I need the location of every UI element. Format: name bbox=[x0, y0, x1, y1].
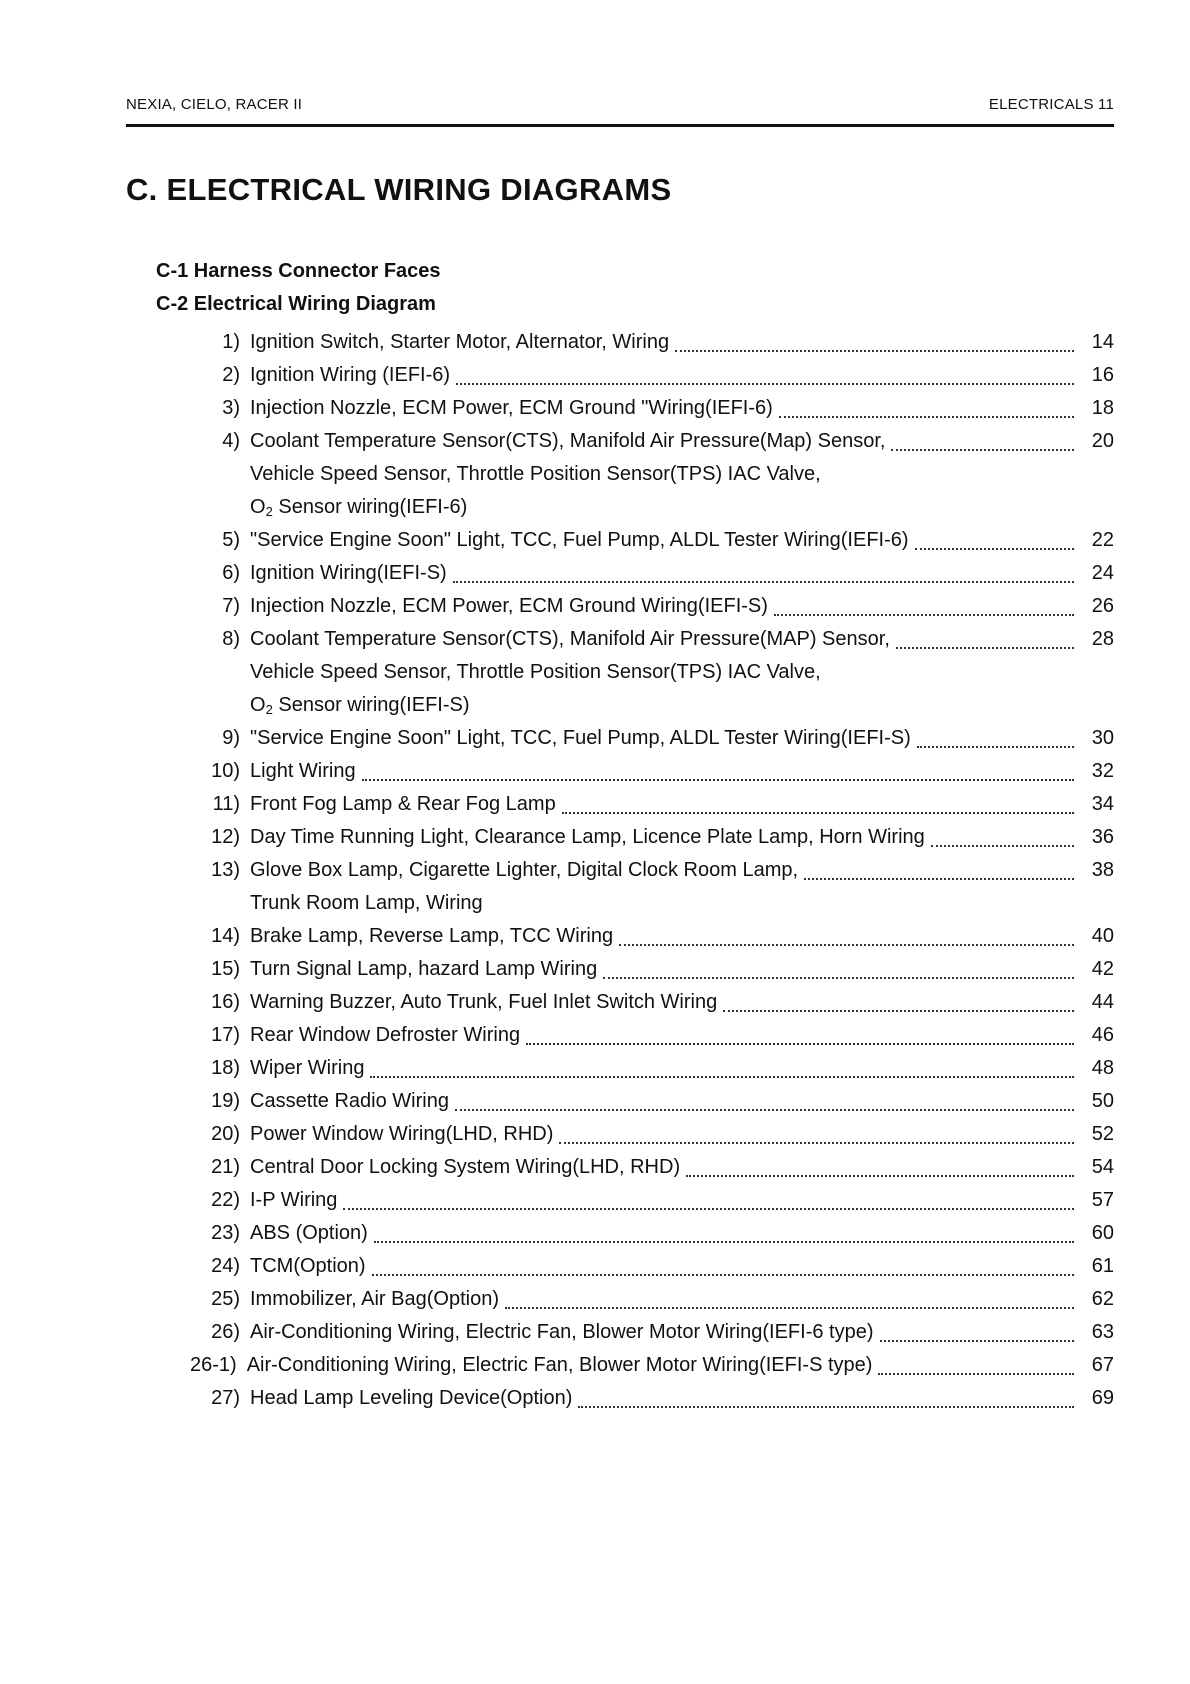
toc-page-number: 26 bbox=[1091, 595, 1114, 617]
table-of-contents bbox=[190, 326, 1114, 1415]
toc-line bbox=[190, 1184, 1114, 1217]
toc-entry bbox=[190, 524, 1114, 557]
toc-number: 7) bbox=[222, 595, 240, 617]
toc-line bbox=[190, 359, 1114, 392]
toc-page-number: 57 bbox=[1091, 1189, 1114, 1211]
toc-number: 19) bbox=[211, 1090, 240, 1112]
toc-page-number: 24 bbox=[1091, 562, 1114, 584]
toc-number: 2) bbox=[222, 364, 240, 386]
toc-title: Light Wiring bbox=[250, 760, 356, 782]
toc-title: Day Time Running Light, Clearance Lamp, Licence Plate Lamp, Horn Wiring bbox=[250, 826, 925, 848]
toc-page-number: 69 bbox=[1091, 1387, 1114, 1409]
toc-entry bbox=[190, 920, 1114, 953]
toc-entry bbox=[190, 1118, 1114, 1151]
toc-page-number: 54 bbox=[1091, 1156, 1114, 1178]
toc-line bbox=[190, 557, 1114, 590]
toc-entry bbox=[190, 1085, 1114, 1118]
toc-title: Head Lamp Leveling Device(Option) bbox=[250, 1387, 573, 1409]
toc-page-number: 20 bbox=[1091, 430, 1114, 452]
toc-entry bbox=[190, 1382, 1114, 1415]
toc-title: Air-Conditioning Wiring, Electric Fan, Blower Motor Wiring(IEFI-S type) bbox=[246, 1354, 873, 1376]
toc-entry bbox=[190, 986, 1114, 1019]
toc-title: Brake Lamp, Reverse Lamp, TCC Wiring bbox=[250, 925, 614, 947]
toc-title: ABS (Option) bbox=[250, 1222, 368, 1244]
toc-page-number: 50 bbox=[1091, 1090, 1114, 1112]
dot-leader bbox=[891, 449, 1074, 451]
dot-leader bbox=[374, 1241, 1074, 1243]
toc-page-number: 48 bbox=[1091, 1057, 1114, 1079]
toc-entry bbox=[190, 1250, 1114, 1283]
toc-number: 26-1) bbox=[190, 1354, 237, 1376]
toc-line bbox=[190, 1151, 1114, 1184]
toc-entry bbox=[190, 1349, 1114, 1382]
header-section-page: ELECTRICALS 11 bbox=[988, 96, 1114, 113]
toc-number: 16) bbox=[211, 991, 240, 1013]
toc-line bbox=[190, 1085, 1114, 1118]
toc-page-number: 62 bbox=[1091, 1288, 1114, 1310]
toc-title: Coolant Temperature Sensor(CTS), Manifold Air Pressure(MAP) Sensor, bbox=[250, 628, 890, 650]
header-vehicle-models: NEXIA, CIELO, RACER II bbox=[126, 96, 303, 113]
dot-leader bbox=[343, 1208, 1074, 1210]
toc-number: 9) bbox=[222, 727, 240, 749]
toc-page-number: 46 bbox=[1091, 1024, 1114, 1046]
toc-title: Injection Nozzle, ECM Power, ECM Ground "Wiring(IEFI-6) bbox=[250, 397, 773, 419]
toc-entry bbox=[190, 590, 1114, 623]
toc-entry bbox=[190, 326, 1114, 359]
toc-line bbox=[190, 1052, 1114, 1085]
toc-line bbox=[190, 821, 1114, 854]
dot-leader bbox=[456, 383, 1074, 385]
toc-number: 13) bbox=[211, 859, 240, 881]
toc-page-number: 44 bbox=[1091, 991, 1114, 1013]
toc-line bbox=[190, 524, 1114, 557]
toc-page-number: 42 bbox=[1091, 958, 1114, 980]
toc-entry bbox=[190, 755, 1114, 788]
toc-number: 26) bbox=[211, 1321, 240, 1343]
toc-entry bbox=[190, 953, 1114, 986]
toc-line bbox=[190, 788, 1114, 821]
dot-leader bbox=[526, 1043, 1074, 1045]
toc-title: I-P Wiring bbox=[250, 1189, 338, 1211]
toc-title-continuation: Vehicle Speed Sensor, Throttle Position Sensor(TPS) IAC Valve, bbox=[250, 463, 821, 485]
toc-page-number: 67 bbox=[1091, 1354, 1114, 1376]
toc-number: 22) bbox=[211, 1189, 240, 1211]
toc-number: 8) bbox=[222, 628, 240, 650]
toc-page-number: 63 bbox=[1091, 1321, 1114, 1343]
toc-line bbox=[190, 590, 1114, 623]
toc-number: 20) bbox=[211, 1123, 240, 1145]
toc-title: Immobilizer, Air Bag(Option) bbox=[250, 1288, 499, 1310]
dot-leader bbox=[917, 746, 1074, 748]
dot-leader bbox=[559, 1142, 1074, 1144]
toc-line bbox=[190, 1118, 1114, 1151]
dot-leader bbox=[774, 614, 1074, 616]
toc-title: Ignition Wiring (IEFI-6) bbox=[250, 364, 451, 386]
toc-title: Central Door Locking System Wiring(LHD, RHD) bbox=[250, 1156, 681, 1178]
running-header bbox=[126, 96, 1114, 116]
toc-page-number: 60 bbox=[1091, 1222, 1114, 1244]
toc-title-continuation bbox=[190, 689, 1114, 722]
toc-title: Ignition Switch, Starter Motor, Alternator, Wiring bbox=[250, 331, 670, 353]
toc-entry bbox=[190, 1019, 1114, 1052]
subsection-c1: C-1 Harness Connector Faces bbox=[156, 260, 441, 282]
toc-line bbox=[190, 392, 1114, 425]
toc-number: 14) bbox=[211, 925, 240, 947]
toc-title: Power Window Wiring(LHD, RHD) bbox=[250, 1123, 554, 1145]
dot-leader bbox=[562, 812, 1074, 814]
toc-entry bbox=[190, 1283, 1114, 1316]
toc-page-number: 14 bbox=[1091, 331, 1114, 353]
toc-line bbox=[190, 425, 1114, 458]
dot-leader bbox=[686, 1175, 1074, 1177]
toc-line bbox=[190, 623, 1114, 656]
toc-entry bbox=[190, 854, 1114, 920]
toc-page-number: 40 bbox=[1091, 925, 1114, 947]
dot-leader bbox=[878, 1373, 1074, 1375]
subscript-two: 2 bbox=[265, 504, 273, 519]
toc-number: 6) bbox=[222, 562, 240, 584]
dot-leader bbox=[505, 1307, 1074, 1309]
toc-entry bbox=[190, 623, 1114, 722]
toc-entry bbox=[190, 1151, 1114, 1184]
toc-title: Air-Conditioning Wiring, Electric Fan, Blower Motor Wiring(IEFI-6 type) bbox=[250, 1321, 874, 1343]
oxygen-symbol: O bbox=[250, 694, 266, 716]
subsection-c2: C-2 Electrical Wiring Diagram bbox=[156, 293, 436, 315]
toc-page-number: 32 bbox=[1091, 760, 1114, 782]
toc-title: Injection Nozzle, ECM Power, ECM Ground Wiring(IEFI-S) bbox=[250, 595, 768, 617]
dot-leader bbox=[723, 1010, 1074, 1012]
toc-title: "Service Engine Soon" Light, TCC, Fuel Pump, ALDL Tester Wiring(IEFI-6) bbox=[250, 529, 909, 551]
dot-leader bbox=[931, 845, 1074, 847]
dot-leader bbox=[453, 581, 1074, 583]
toc-page-number: 52 bbox=[1091, 1123, 1114, 1145]
toc-line bbox=[190, 722, 1114, 755]
toc-title: Ignition Wiring(IEFI-S) bbox=[250, 562, 447, 584]
dot-leader bbox=[896, 647, 1074, 649]
toc-title: "Service Engine Soon" Light, TCC, Fuel Pump, ALDL Tester Wiring(IEFI-S) bbox=[250, 727, 911, 749]
toc-number: 4) bbox=[222, 430, 240, 452]
dot-leader bbox=[915, 548, 1074, 550]
toc-page-number: 28 bbox=[1091, 628, 1114, 650]
toc-title: Cassette Radio Wiring bbox=[250, 1090, 449, 1112]
toc-entry bbox=[190, 1316, 1114, 1349]
toc-line bbox=[190, 1250, 1114, 1283]
toc-title-text: Sensor wiring(IEFI-S) bbox=[272, 694, 470, 716]
dot-leader bbox=[880, 1340, 1074, 1342]
toc-line bbox=[190, 1382, 1114, 1415]
toc-entry bbox=[190, 425, 1114, 524]
toc-title-continuation: Vehicle Speed Sensor, Throttle Position Sensor(TPS) IAC Valve, bbox=[250, 661, 821, 683]
dot-leader bbox=[675, 350, 1074, 352]
oxygen-symbol: O bbox=[250, 496, 266, 518]
toc-line bbox=[190, 953, 1114, 986]
toc-title-continuation bbox=[190, 491, 1114, 524]
toc-number: 5) bbox=[222, 529, 240, 551]
subscript-two: 2 bbox=[265, 702, 273, 717]
toc-page-number: 30 bbox=[1091, 727, 1114, 749]
dot-leader bbox=[372, 1274, 1074, 1276]
toc-title: Front Fog Lamp & Rear Fog Lamp bbox=[250, 793, 556, 815]
toc-page-number: 34 bbox=[1091, 793, 1114, 815]
toc-line bbox=[190, 854, 1114, 887]
section-title: C. ELECTRICAL WIRING DIAGRAMS bbox=[126, 172, 672, 207]
toc-title: TCM(Option) bbox=[250, 1255, 366, 1277]
toc-entry bbox=[190, 1052, 1114, 1085]
toc-number: 15) bbox=[211, 958, 240, 980]
toc-entry bbox=[190, 1217, 1114, 1250]
toc-entry bbox=[190, 359, 1114, 392]
toc-entry bbox=[190, 392, 1114, 425]
toc-title: Glove Box Lamp, Cigarette Lighter, Digital Clock Room Lamp, bbox=[250, 859, 799, 881]
toc-entry bbox=[190, 557, 1114, 590]
toc-line bbox=[190, 1316, 1114, 1349]
toc-entry bbox=[190, 788, 1114, 821]
dot-leader bbox=[619, 944, 1074, 946]
toc-number: 3) bbox=[222, 397, 240, 419]
toc-title: Rear Window Defroster Wiring bbox=[250, 1024, 521, 1046]
toc-entry bbox=[190, 1184, 1114, 1217]
toc-line bbox=[190, 1217, 1114, 1250]
toc-number: 17) bbox=[211, 1024, 240, 1046]
toc-line bbox=[190, 326, 1114, 359]
dot-leader bbox=[804, 878, 1074, 880]
toc-title: Warning Buzzer, Auto Trunk, Fuel Inlet Switch Wiring bbox=[250, 991, 718, 1013]
dot-leader bbox=[455, 1109, 1074, 1111]
toc-title: Coolant Temperature Sensor(CTS), Manifold Air Pressure(Map) Sensor, bbox=[250, 430, 886, 452]
toc-page-number: 36 bbox=[1091, 826, 1114, 848]
toc-entry bbox=[190, 821, 1114, 854]
toc-number: 27) bbox=[211, 1387, 240, 1409]
toc-entry bbox=[190, 722, 1114, 755]
toc-page-number: 38 bbox=[1091, 859, 1114, 881]
dot-leader bbox=[578, 1406, 1074, 1408]
toc-title-continuation: Trunk Room Lamp, Wiring bbox=[250, 892, 483, 914]
toc-page-number: 16 bbox=[1091, 364, 1114, 386]
toc-line bbox=[190, 755, 1114, 788]
toc-number: 18) bbox=[211, 1057, 240, 1079]
toc-page-number: 61 bbox=[1091, 1255, 1114, 1277]
toc-title: Wiper Wiring bbox=[250, 1057, 365, 1079]
dot-leader bbox=[362, 779, 1074, 781]
dot-leader bbox=[779, 416, 1074, 418]
toc-title-text: Sensor wiring(IEFI-6) bbox=[272, 496, 468, 518]
toc-page-number: 22 bbox=[1091, 529, 1114, 551]
toc-number: 10) bbox=[211, 760, 240, 782]
toc-number: 12) bbox=[211, 826, 240, 848]
toc-line bbox=[190, 1019, 1114, 1052]
toc-line bbox=[190, 986, 1114, 1019]
toc-page-number: 18 bbox=[1091, 397, 1114, 419]
toc-line bbox=[190, 1283, 1114, 1316]
header-rule bbox=[126, 124, 1114, 127]
toc-line bbox=[190, 1349, 1114, 1382]
toc-number: 11) bbox=[212, 793, 240, 815]
toc-title: Turn Signal Lamp, hazard Lamp Wiring bbox=[250, 958, 598, 980]
toc-line bbox=[190, 920, 1114, 953]
toc-number: 25) bbox=[211, 1288, 240, 1310]
dot-leader bbox=[603, 977, 1074, 979]
toc-number: 21) bbox=[211, 1156, 240, 1178]
toc-number: 24) bbox=[211, 1255, 240, 1277]
dot-leader bbox=[370, 1076, 1074, 1078]
toc-number: 23) bbox=[211, 1222, 240, 1244]
toc-number: 1) bbox=[222, 331, 240, 353]
